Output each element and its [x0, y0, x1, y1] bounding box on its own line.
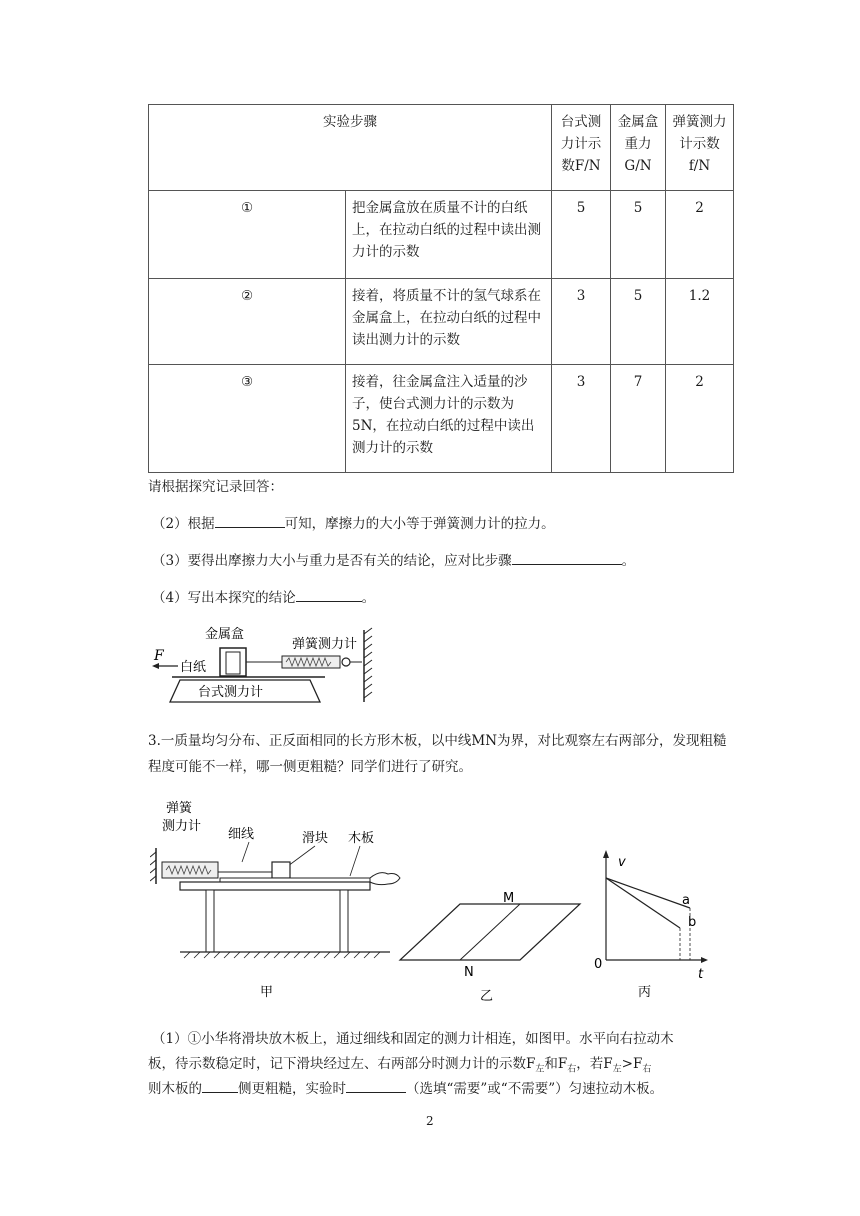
row-g: 5	[611, 279, 666, 365]
q1-text: ，若F	[576, 1056, 613, 1072]
experiment-table	[148, 104, 734, 473]
q1-line-1: （1）①小华将滑块放木板上，通过细线和固定的测力计相连，如图甲。水平向右拉动木	[152, 1031, 674, 1047]
row-number: ③	[149, 365, 346, 473]
row-g: 7	[611, 365, 666, 473]
table-row	[149, 279, 734, 365]
spring-label-line2: 测力计	[162, 819, 202, 834]
header-step: 实验步骤	[149, 105, 552, 191]
q4-text-b: 。	[361, 590, 376, 606]
row-f: 3	[552, 365, 611, 473]
line-a	[606, 878, 690, 908]
subscript-left: 左	[612, 1064, 622, 1075]
slider-pointer	[288, 846, 315, 866]
table-row	[149, 365, 734, 473]
q1-text: 和F	[544, 1056, 568, 1072]
q1-text: 板，待示数稳定时，记下滑块经过左、右两部分时测力计的示数F	[148, 1056, 536, 1072]
table-header-row	[149, 105, 734, 191]
row-f: 3	[552, 279, 611, 365]
row-number: ②	[149, 279, 346, 365]
figure-label-jia: 甲	[260, 985, 274, 1000]
q4-text-a: （4）写出本探究的结论	[152, 590, 296, 606]
t-axis-arrow	[701, 957, 708, 963]
thread-pointer	[242, 842, 249, 862]
point-m-label: M	[503, 891, 515, 906]
force-label: F	[154, 648, 164, 664]
header-box-weight: 金属盒重力G/N	[611, 105, 666, 191]
row-number: ①	[149, 191, 346, 279]
row-spring: 2	[666, 365, 734, 473]
hand	[370, 873, 400, 885]
q3-text-b: 。	[621, 553, 636, 569]
answer-blank[interactable]	[215, 513, 285, 528]
line-b-label: b	[688, 915, 697, 930]
figure-label-yi: 乙	[480, 989, 494, 1004]
question-4	[152, 587, 375, 609]
metal-box-inner	[226, 652, 240, 674]
board-pointer	[350, 846, 360, 876]
subscript-right: 右	[642, 1064, 652, 1075]
answer-blank[interactable]	[202, 1078, 238, 1093]
origin-label: 0	[594, 957, 603, 972]
spring-scale-label: 弹簧测力计	[292, 637, 358, 652]
answer-blank[interactable]	[512, 550, 622, 565]
question-3	[152, 550, 635, 572]
floor-hatch	[184, 952, 380, 958]
point-n-label: N	[464, 965, 474, 980]
wall-left-hatch	[150, 852, 156, 881]
q2-text-b: 可知，摩擦力的大小等于弹簧测力计的拉力。	[284, 516, 555, 532]
board-label: 木板	[348, 831, 375, 846]
row-description: 接着，将质量不计的氢气球系在金属盒上，在拉动白纸的过程中读出测力计的示数	[346, 279, 552, 365]
row-g: 5	[611, 191, 666, 279]
table-row	[149, 191, 734, 279]
metal-box-label: 金属盒	[205, 627, 245, 642]
v-axis-label: v	[618, 855, 626, 870]
paper-label: 白纸	[180, 660, 207, 675]
row-f: 5	[552, 191, 611, 279]
q1-text: （选填“需要”或“不需要”）匀速拉动木板。	[406, 1081, 664, 1097]
friction-apparatus-figure	[150, 622, 380, 712]
q1-text: 则木板的	[148, 1081, 202, 1097]
row-description: 接着，往金属盒注入适量的沙子，使台式测力计的示数为5N，在拉动白纸的过程中读出测力计的示数	[346, 365, 552, 473]
board-friction-figure	[150, 792, 710, 1004]
wall-hatch	[364, 628, 372, 698]
line-b	[606, 878, 680, 928]
v-axis-arrow	[603, 850, 609, 858]
header-bench-reading: 台式测力计示数F/N	[552, 105, 611, 191]
line-a-label: a	[682, 893, 690, 908]
subscript-right: 右	[567, 1064, 577, 1075]
q2-text-a: （2）根据	[152, 516, 215, 532]
question-2	[152, 513, 555, 535]
q3-text-a: （3）要得出摩擦力大小与重力是否有关的结论，应对比步骤	[152, 553, 512, 569]
slider-block	[272, 862, 290, 878]
slider-label: 滑块	[302, 831, 329, 846]
q1-text: >F	[621, 1056, 643, 1072]
row-spring: 1.2	[666, 279, 734, 365]
answer-blank[interactable]	[296, 587, 362, 602]
table-leg-right	[340, 890, 348, 952]
row-spring: 2	[666, 191, 734, 279]
q1-line-3	[148, 1078, 663, 1100]
t-axis-label: t	[698, 967, 704, 982]
spring-label-line1: 弹簧	[166, 801, 193, 816]
subscript-left: 左	[535, 1064, 545, 1075]
bench-scale-label: 台式测力计	[198, 685, 264, 700]
answer-blank[interactable]	[346, 1078, 406, 1093]
hook-ring	[342, 658, 350, 666]
page-number: 2	[426, 1114, 434, 1128]
table-leg-left	[206, 890, 214, 952]
header-spring-reading: 弹簧测力计示数f/N	[666, 105, 734, 191]
q1-text: 侧更粗糙，实验时	[238, 1081, 346, 1097]
problem-3-text: 3.一质量均匀分布、正反面相同的长方形木板，以中线MN为界，对比观察左右两部分，发现粗糙程度可能不一样，哪一侧更粗糙？同学们进行了研究。	[148, 733, 727, 775]
q1-line-2	[148, 1053, 651, 1081]
row-description: 把金属盒放在质量不计的白纸上，在拉动白纸的过程中读出测力计的示数	[346, 191, 552, 279]
figure-label-bing: 丙	[638, 985, 652, 1000]
table-top	[180, 882, 370, 890]
thread-label: 细线	[228, 827, 255, 842]
questions-intro: 请根据探究记录回答：	[148, 479, 283, 495]
